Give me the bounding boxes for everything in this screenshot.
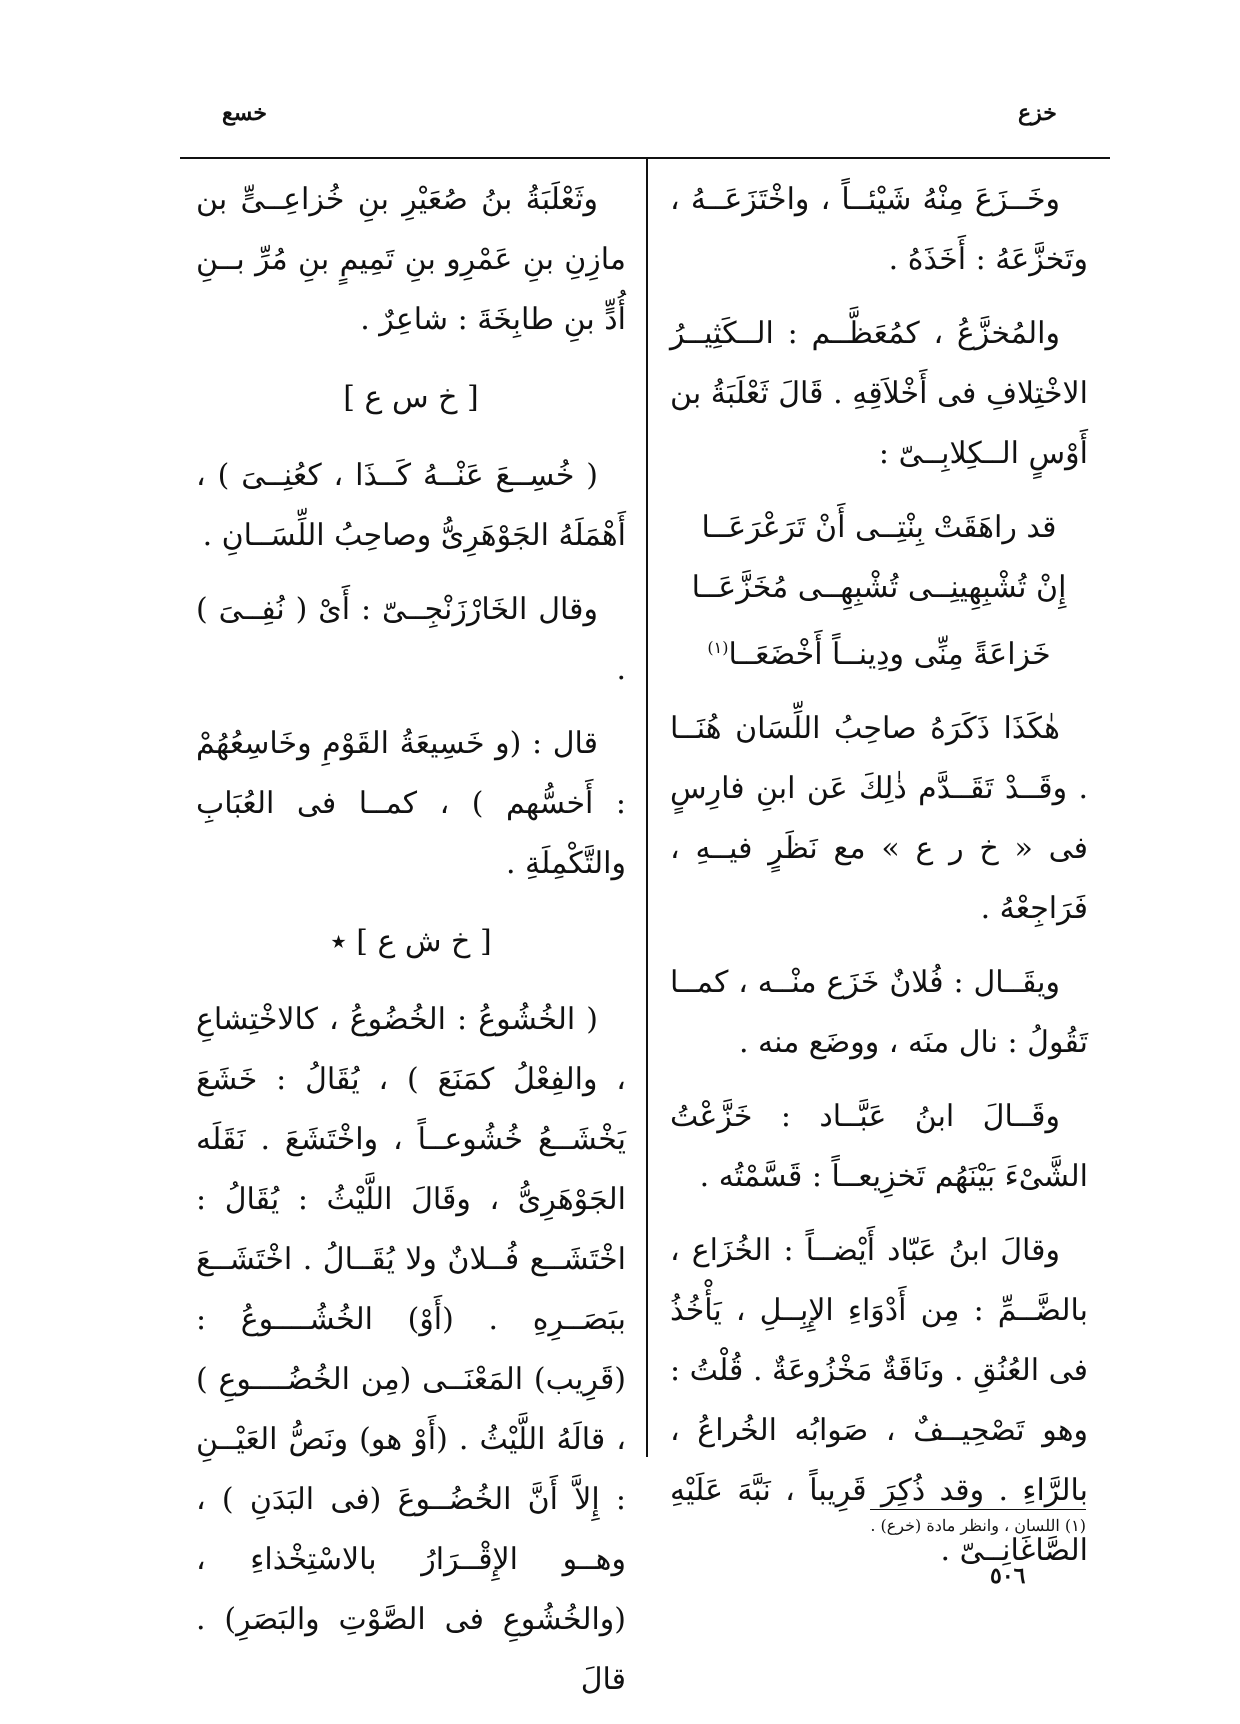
entry-paragraph: وقالَ ابنُ عَبّاد أَيْضــاً : الخُزَاع ، بالضَّــمِّ : مِن أَدْوَاءِ الإِبِــلِ ، يَأْخُذُ فى العُنُقِ . ونَاقَةٌ مَخْزُوعَةٌ . قُلْتُ : وهو تَصْحِيــفٌ ، صَوابُه الخُراعُ ، بالرَّاءِ . وقد ذُكِرَ قَرِيباً ، نَبَّهَ عَلَيْهِ الصَّاغَانِــىّ .	[670, 1233, 1088, 1568]
root-heading: [ خ ش ع ] ٭	[330, 924, 492, 959]
left-running-head: خسع	[222, 100, 267, 126]
right-column	[670, 170, 1088, 1595]
footnote: (١) اللسان ، وانظر مادة (خرع) .	[870, 1516, 1086, 1535]
page-number: ٥٠٦	[990, 1563, 1026, 1589]
entry-paragraph: ( خُسِــعَ عَنْــهُ كَــذَا ، كعُنِــىَ ) ، أَهْمَلَهُ الجَوْهَرِىُّ وصاحِبُ اللِّسَــانِ .	[196, 458, 626, 553]
footnote-rule	[870, 1509, 1086, 1510]
entry-paragraph: وثَعْلَبَةُ بنُ صُعَيْرِ بنِ خُزاعِــىٍّ بن مازِنِ بنِ عَمْرِو بنِ تَمِيمٍ بنِ مُرِّ بــنِ أُدٍّ بنِ طابِخَةَ : شاعِرٌ .	[196, 182, 626, 337]
entry-paragraph: والمُخزَّعُ ، كمُعَظَّــم : الــكَثِيــرُ الاخْتِلافِ فى أَخْلاَقِهِ . قَالَ ثَعْلَبَةُ بن أَوْسٍ الــكِلابِــىّ :	[670, 316, 1088, 471]
right-running-head: خزع	[1018, 100, 1057, 126]
entry-paragraph: وقال الخَارْزَنْجِــىّ : أَىْ ( نُفِــىَ ) .	[196, 592, 626, 687]
verse-line: قد راهَقَتْ بِنْتِــى أَنْ تَرَعْرَعَــا	[701, 510, 1057, 545]
verse-text: خَزاعَةً مِنِّى ودِينــاً أَخْضَعَــا	[728, 637, 1051, 672]
header-rule	[180, 157, 1110, 159]
entry-paragraph: قال : (و خَسِيعَةُ القَوْمِ وخَاسِعُهُمْ : أَخسُّهم ) ، كمــا فى العُبَابِ والتَّكْمِلَةِ .	[196, 726, 626, 881]
footnote-marker: (١)	[707, 638, 729, 657]
entry-paragraph: ( الخُشُوعُ : الخُضُوعُ ، كالاخْتِشاعِ ، والفِعْلُ كمَنَعَ ) ، يُقَالُ : خَشَعَ يَخْشَــعُ خُشُوعــاً ، واخْتَشَعَ . نَقَلَه الجَوْهَرِىُّ ، وقَالَ اللَّيْثُ : يُقَالُ : اخْتَشَــع فُــلانٌ ولا يُقَــالُ . اخْتَشَــعَ ببَصَــرِهِ . (أَوْ) الخُشُــــوعُ : (قَرِيب) المَعْنَــى (مِن الخُضُــــوعِ ) ، قالَهُ اللَّيْثُ . (أَوْ هو) ونَصُّ العَيْــنِ : إِلاَّ أَنَّ الخُضُــوعَ (فى البَدَنِ ) ، وهــو الإِقْــرَارُ بالاسْتِخْذاءِ ، (والخُشُوعِ فى الصَّوْتِ والبَصَرِ) . قالَ	[196, 1002, 626, 1697]
column-divider	[646, 157, 648, 1457]
entry-paragraph: وقَــالَ ابنُ عَبَّــاد : خَزَّعْتُ الشَّىْءَ بَيْنَهُم تَخزِيعــاً : قَسَّمْتُه .	[670, 1099, 1088, 1194]
entry-paragraph: وخَــزَعَ مِنْهُ شَيْئــاً ، واخْتَزَعَــهُ ، وتَخزَّعَهُ : أَخَذَهُ .	[670, 182, 1088, 277]
entry-paragraph: ويقَــال : فُلانٌ خَزَع منْــه ، كمــا تَقُولُ : نال منَه ، ووضَع منه .	[670, 965, 1088, 1060]
verse-line: إِنْ تُشْبِهِينِــى تُشْبِهِــى مُخَزَّعَــا	[691, 570, 1067, 605]
root-heading: [ خ س ع ]	[343, 380, 479, 415]
entry-paragraph: هٰكَذَا ذَكَرَهُ صاحِبُ اللِّسَان هُنَــا . وقَــدْ تَقَــدَّم ذٰلِكَ عَن ابنِ فارِسٍ فى « خ ر ع » مع نَظَرٍ فيــهِ ، فَرَاجِعْهُ .	[670, 711, 1088, 926]
verse-line-with-note	[670, 618, 1088, 685]
left-column	[196, 170, 626, 1724]
